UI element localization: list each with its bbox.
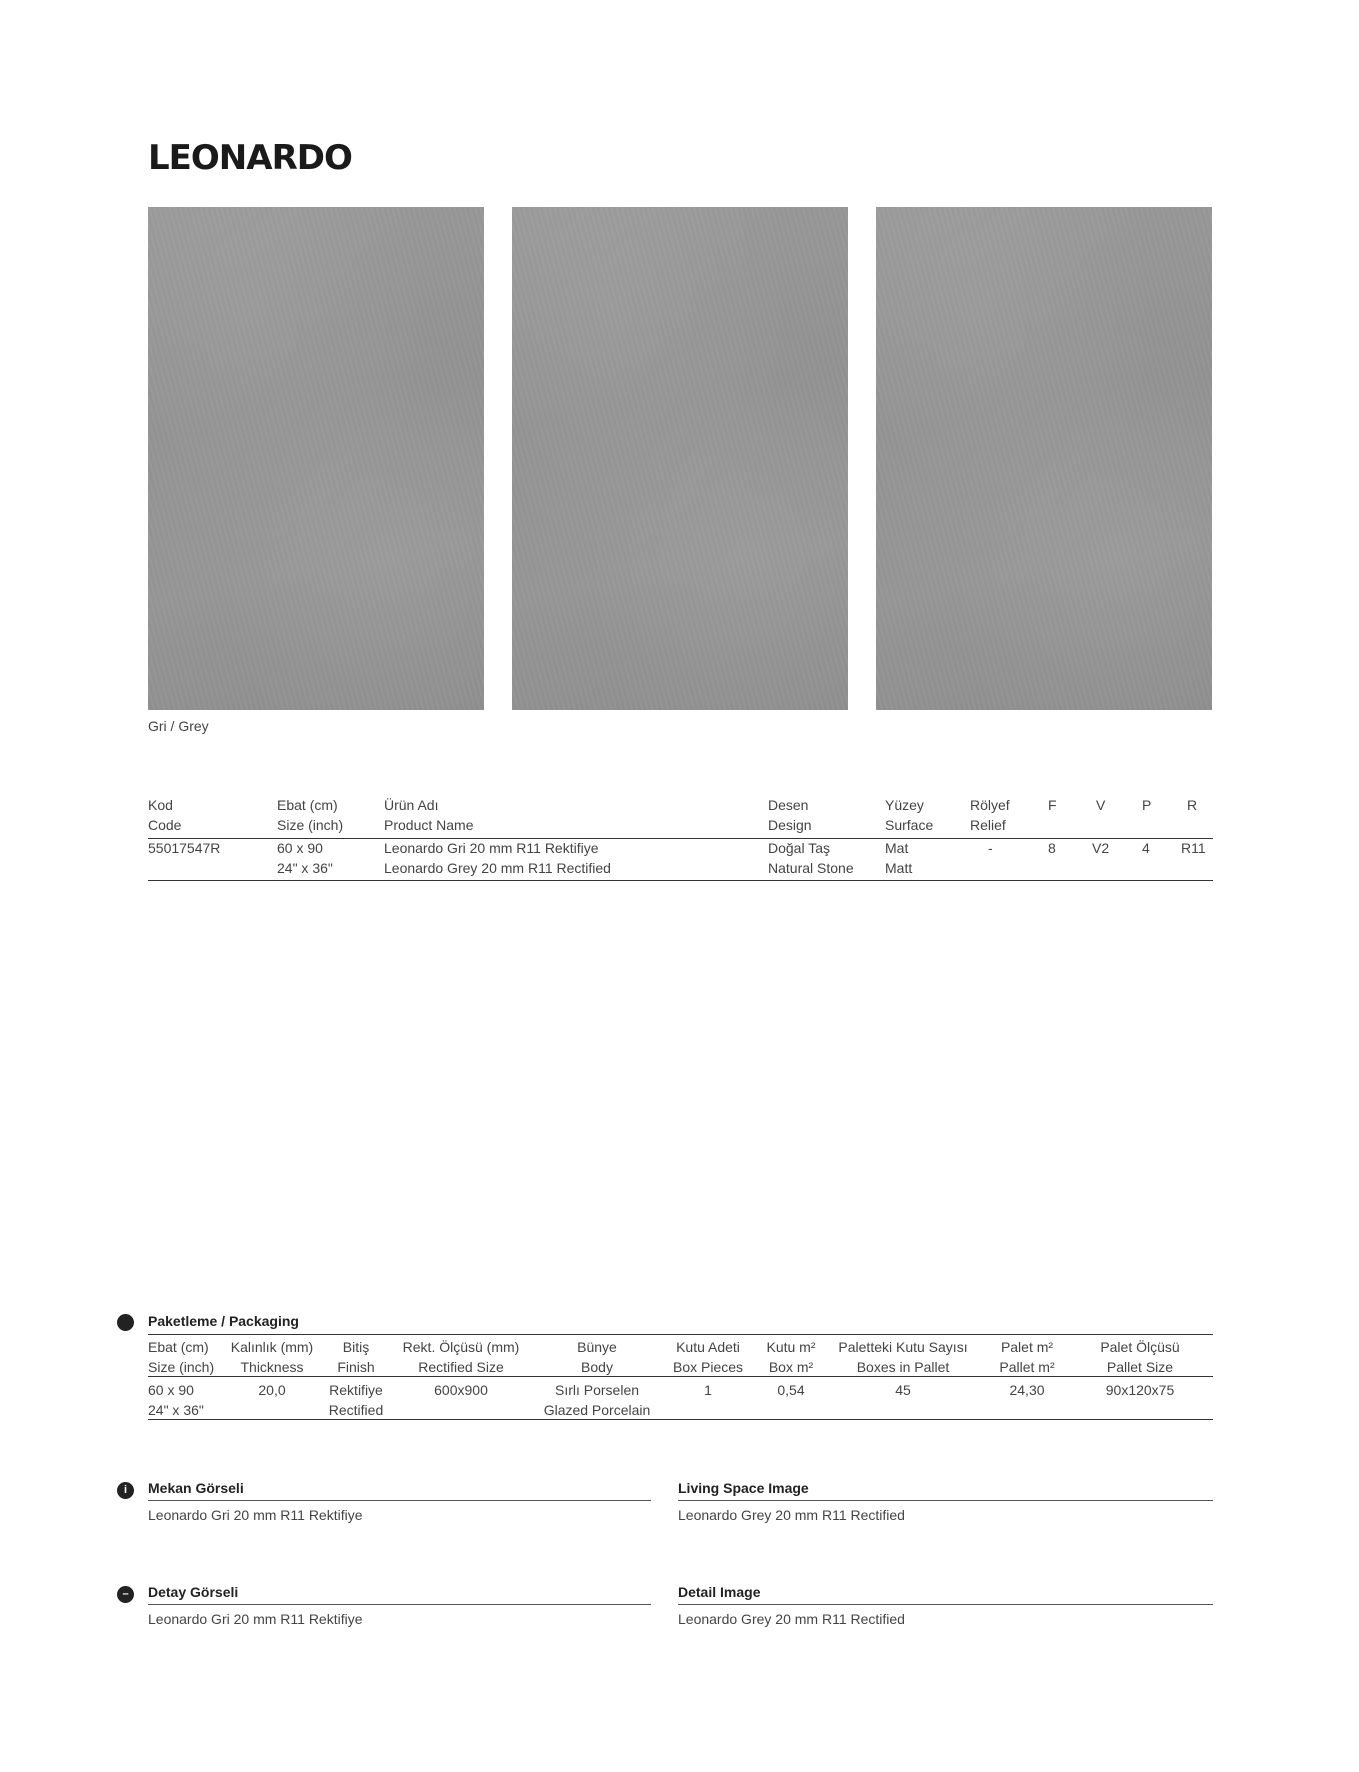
- minus-icon: –: [117, 1586, 134, 1603]
- pk-cell-rect-size: 600x900: [434, 1382, 488, 1398]
- pk-header-box-pieces-en: Box Pieces: [672, 1359, 744, 1375]
- divider: [148, 880, 1213, 881]
- pk-header-box-pieces: Kutu Adeti: [676, 1339, 740, 1355]
- divider: [148, 1376, 1213, 1377]
- detail-text-tr: Leonardo Gri 20 mm R11 Rektifiye: [148, 1611, 363, 1627]
- pk-cell-pallet-size: 90x120x75: [1105, 1382, 1175, 1398]
- living-space-text-tr: Leonardo Gri 20 mm R11 Rektifiye: [148, 1507, 363, 1523]
- living-space-title-en: Living Space Image: [678, 1480, 809, 1496]
- header-r: R: [1187, 797, 1198, 813]
- pk-cell-box-m2: 0,54: [777, 1382, 805, 1398]
- pk-header-pallet-m2-en: Pallet m²: [999, 1359, 1055, 1375]
- header-code-en: Code: [148, 817, 182, 833]
- pk-cell-boxes-pallet: 45: [895, 1382, 911, 1398]
- detail-title-en: Detail Image: [678, 1584, 761, 1600]
- divider: [148, 1500, 651, 1501]
- pk-cell-finish: Rektifiye: [329, 1382, 383, 1398]
- packaging-header-row-en: [148, 1357, 1213, 1377]
- cell-product-en: Leonardo Grey 20 mm R11 Rectified: [384, 860, 611, 876]
- pk-cell-box-pieces: 1: [704, 1382, 712, 1398]
- pk-header-finish-en: Finish: [337, 1359, 375, 1375]
- cell-code: 55017547R: [148, 840, 221, 856]
- header-relief-en: Relief: [970, 817, 1006, 833]
- pk-header-boxes-pallet-en: Boxes in Pallet: [856, 1359, 950, 1375]
- cell-design: Doğal Taş: [768, 840, 831, 856]
- info-icon: i: [117, 1482, 134, 1499]
- divider: [678, 1604, 1213, 1605]
- cell-p: 4: [1142, 840, 1150, 856]
- packaging-title: Paketleme / Packaging: [148, 1313, 299, 1329]
- header-surface-en: Surface: [885, 817, 934, 833]
- pk-cell-body-en: Glazed Porcelain: [543, 1402, 651, 1418]
- pk-header-pallet-m2: Palet m²: [1000, 1339, 1054, 1355]
- cell-f: 8: [1048, 840, 1056, 856]
- divider: [148, 1419, 1213, 1420]
- header-p: P: [1142, 797, 1152, 813]
- pk-header-body: Bünye: [577, 1339, 617, 1355]
- pk-header-rect-size-en: Rectified Size: [418, 1359, 504, 1375]
- tile-image-3: [876, 207, 1212, 710]
- living-space-text-en: Leonardo Grey 20 mm R11 Rectified: [678, 1507, 905, 1523]
- pk-cell-pallet-m2: 24,30: [1009, 1382, 1045, 1398]
- pk-header-boxes-pallet: Paletteki Kutu Sayısı: [838, 1339, 968, 1355]
- tile-image-2: [512, 207, 848, 710]
- table-header-row-tr: [148, 795, 1213, 815]
- header-design-en: Design: [768, 817, 812, 833]
- pk-header-size: Ebat (cm): [148, 1339, 209, 1355]
- page-title: LEONARDO: [148, 138, 352, 178]
- header-relief: Rölyef: [970, 797, 1010, 813]
- pk-cell-size: 60 x 90: [148, 1382, 194, 1398]
- divider: [148, 1334, 1213, 1335]
- header-code: Kod: [148, 797, 173, 813]
- pk-header-box-m2-en: Box m²: [768, 1359, 814, 1375]
- pk-cell-size-inch: 24" x 36": [148, 1402, 204, 1418]
- header-size: Ebat (cm): [277, 797, 338, 813]
- pk-header-pallet-size: Palet Ölçüsü: [1100, 1339, 1180, 1355]
- packaging-header-row-tr: [148, 1337, 1213, 1357]
- detail-title-tr: Detay Görseli: [148, 1584, 239, 1600]
- pk-cell-thickness: 20,0: [258, 1382, 286, 1398]
- divider: [148, 838, 1213, 839]
- pk-header-rect-size: Rekt. Ölçüsü (mm): [402, 1339, 520, 1355]
- cell-relief: -: [988, 840, 993, 856]
- color-caption: Gri / Grey: [148, 718, 209, 734]
- cell-product: Leonardo Gri 20 mm R11 Rektifiye: [384, 840, 599, 856]
- cell-surface: Mat: [885, 840, 909, 856]
- header-design: Desen: [768, 797, 809, 813]
- pk-header-pallet-size-en: Pallet Size: [1106, 1359, 1174, 1375]
- cell-size-inch: 24" x 36": [277, 860, 333, 876]
- product-table: [148, 795, 1213, 878]
- pk-header-thickness: Kalınlık (mm): [230, 1339, 314, 1355]
- header-product: Ürün Adı: [384, 797, 439, 813]
- divider: [678, 1500, 1213, 1501]
- header-size-en: Size (inch): [277, 817, 344, 833]
- cell-size: 60 x 90: [277, 840, 323, 856]
- divider: [148, 1604, 651, 1605]
- bullet-icon: [117, 1314, 134, 1331]
- header-product-en: Product Name: [384, 817, 474, 833]
- header-v: V: [1096, 797, 1106, 813]
- tile-image-1: [148, 207, 484, 710]
- pk-cell-finish-en: Rectified: [328, 1402, 384, 1418]
- pk-header-box-m2: Kutu m²: [766, 1339, 816, 1355]
- table-row: [148, 838, 1213, 858]
- living-space-title-tr: Mekan Görseli: [148, 1480, 244, 1496]
- pk-header-body-en: Body: [581, 1359, 613, 1375]
- table-row: [148, 858, 1213, 878]
- table-row: [148, 1380, 1213, 1400]
- table-header-row-en: [148, 815, 1213, 835]
- pk-header-size-en: Size (inch): [148, 1359, 215, 1375]
- header-surface: Yüzey: [885, 797, 924, 813]
- cell-v: V2: [1092, 840, 1110, 856]
- pk-header-finish: Bitiş: [342, 1339, 370, 1355]
- cell-surface-en: Matt: [885, 860, 913, 876]
- detail-text-en: Leonardo Grey 20 mm R11 Rectified: [678, 1611, 905, 1627]
- pk-cell-body: Sırlı Porselen: [554, 1382, 640, 1398]
- table-row: [148, 1400, 1213, 1420]
- cell-r: R11: [1181, 840, 1206, 856]
- pk-header-thickness-en: Thickness: [240, 1359, 304, 1375]
- header-f: F: [1048, 797, 1057, 813]
- cell-design-en: Natural Stone: [768, 860, 854, 876]
- packaging-table: [148, 1337, 1213, 1420]
